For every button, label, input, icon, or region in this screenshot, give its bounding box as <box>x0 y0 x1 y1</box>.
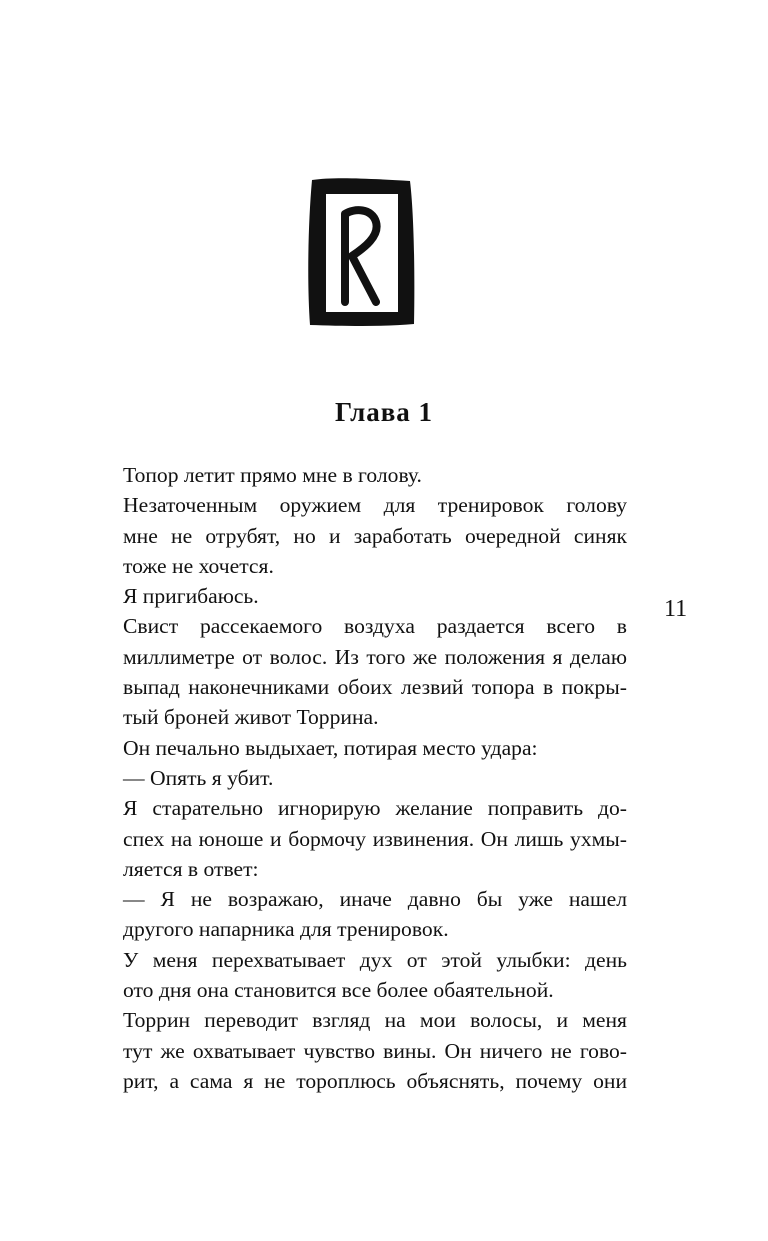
text-line: Торрин переводит взгляд на мои волосы, и меня <box>123 1008 627 1033</box>
text-line: ото дня она становится все более обаятельной. <box>123 978 554 1003</box>
paragraph <box>123 611 627 732</box>
text-line: Я старательно игнорирую желание поправить до- <box>123 796 627 821</box>
text-line: Свист рассекаемого воздуха раздается всего в <box>123 614 627 639</box>
text-line: Он печально выдыхает, потирая место удара: <box>123 735 538 760</box>
paragraph <box>123 884 627 945</box>
text-line: мне не отрубят, но и заработать очередной синяк <box>123 523 627 548</box>
text-line: Топор летит прямо мне в голову. <box>123 463 422 487</box>
rune-raidho-icon <box>302 174 420 330</box>
text-line: У меня перехватывает дух от этой улыбки: день <box>123 947 627 972</box>
paragraph <box>123 460 627 490</box>
text-line: другого напарника для тренировок. <box>123 917 449 942</box>
text-line: Незаточенным оружием для тренировок голову <box>123 493 627 518</box>
text-line: — Опять я убит. <box>123 765 274 790</box>
chapter-rune-icon <box>302 174 420 330</box>
body-text <box>123 460 627 1096</box>
text-line: тут же охватывает чувство вины. Он ничего не гово- <box>123 1038 627 1063</box>
paragraph <box>123 1005 627 1096</box>
text-line: — Я не возражаю, иначе давно бы уже нашел <box>123 887 627 912</box>
paragraph <box>123 490 627 581</box>
paragraph <box>123 581 627 611</box>
page-number: 11 <box>664 596 688 622</box>
paragraph <box>123 793 627 884</box>
text-line: тоже не хочется. <box>123 553 274 578</box>
paragraph <box>123 945 627 1006</box>
text-line: тый броней живот Торрина. <box>123 705 379 730</box>
chapter-title: Глава 1 <box>334 397 434 427</box>
text-line: рит, а сама я не тороплюсь объяснять, почему они <box>123 1068 627 1093</box>
text-line: спех на юноше и бормочу извинения. Он лишь ухмы- <box>123 826 627 851</box>
text-line: выпад наконечниками обоих лезвий топора в покры- <box>123 675 627 700</box>
paragraph <box>123 733 627 763</box>
text-line: миллиметре от волос. Из того же положения я делаю <box>123 644 627 669</box>
paragraph <box>123 763 627 793</box>
text-line: Я пригибаюсь. <box>123 584 259 609</box>
text-line: ляется в ответ: <box>123 856 259 881</box>
